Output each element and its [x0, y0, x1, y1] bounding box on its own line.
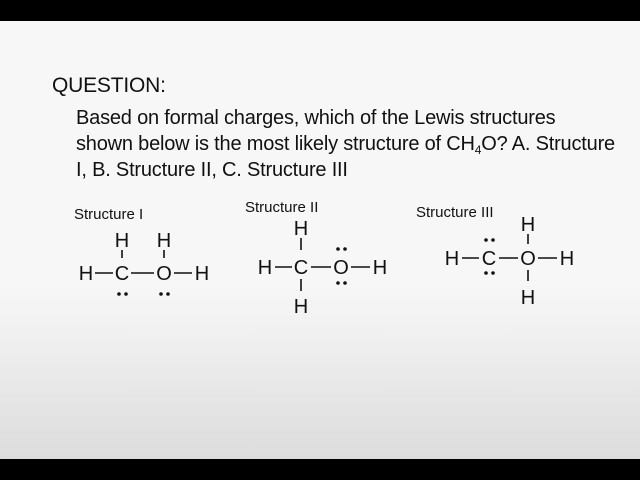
s2-h-left: H	[257, 257, 273, 279]
s1-h-left: H	[78, 263, 94, 285]
s1-h-right: H	[194, 263, 210, 285]
s2-o: O	[333, 257, 349, 279]
s1-o: O	[156, 263, 172, 285]
s2-h-bottom: H	[293, 296, 309, 318]
s3-o: O	[520, 248, 536, 270]
s1-h-top-c: H	[114, 230, 130, 252]
question-subscript: 4	[474, 143, 482, 157]
s3-h-left: H	[444, 248, 460, 270]
s2-c: C	[293, 257, 309, 279]
structure-2	[258, 218, 387, 318]
s3-h-top: H	[520, 214, 536, 236]
question-text-options: O? A. Structure I, B. Structure II, C. Structure III	[76, 133, 615, 181]
question-label: QUESTION:	[52, 74, 166, 97]
s3-h-bottom: H	[520, 287, 536, 309]
s1-h-top-o: H	[156, 230, 172, 252]
slide	[0, 21, 640, 459]
structure-1	[79, 230, 209, 296]
s1-c: C	[114, 263, 130, 285]
question-text-main: Based on formal charges, which of the Lewis structures shown below is the most likely structure of CH	[76, 107, 556, 155]
s3-h-right: H	[559, 248, 575, 270]
s3-c: C	[481, 248, 497, 270]
s2-h-top: H	[293, 218, 309, 240]
structure-3	[445, 214, 574, 309]
structure-2-label: Structure II	[245, 199, 319, 216]
structure-1-label: Structure I	[74, 206, 144, 223]
s2-h-right: H	[372, 257, 388, 279]
lewis-structures-diagram	[0, 21, 640, 459]
structure-3-label: Structure III	[416, 204, 494, 221]
